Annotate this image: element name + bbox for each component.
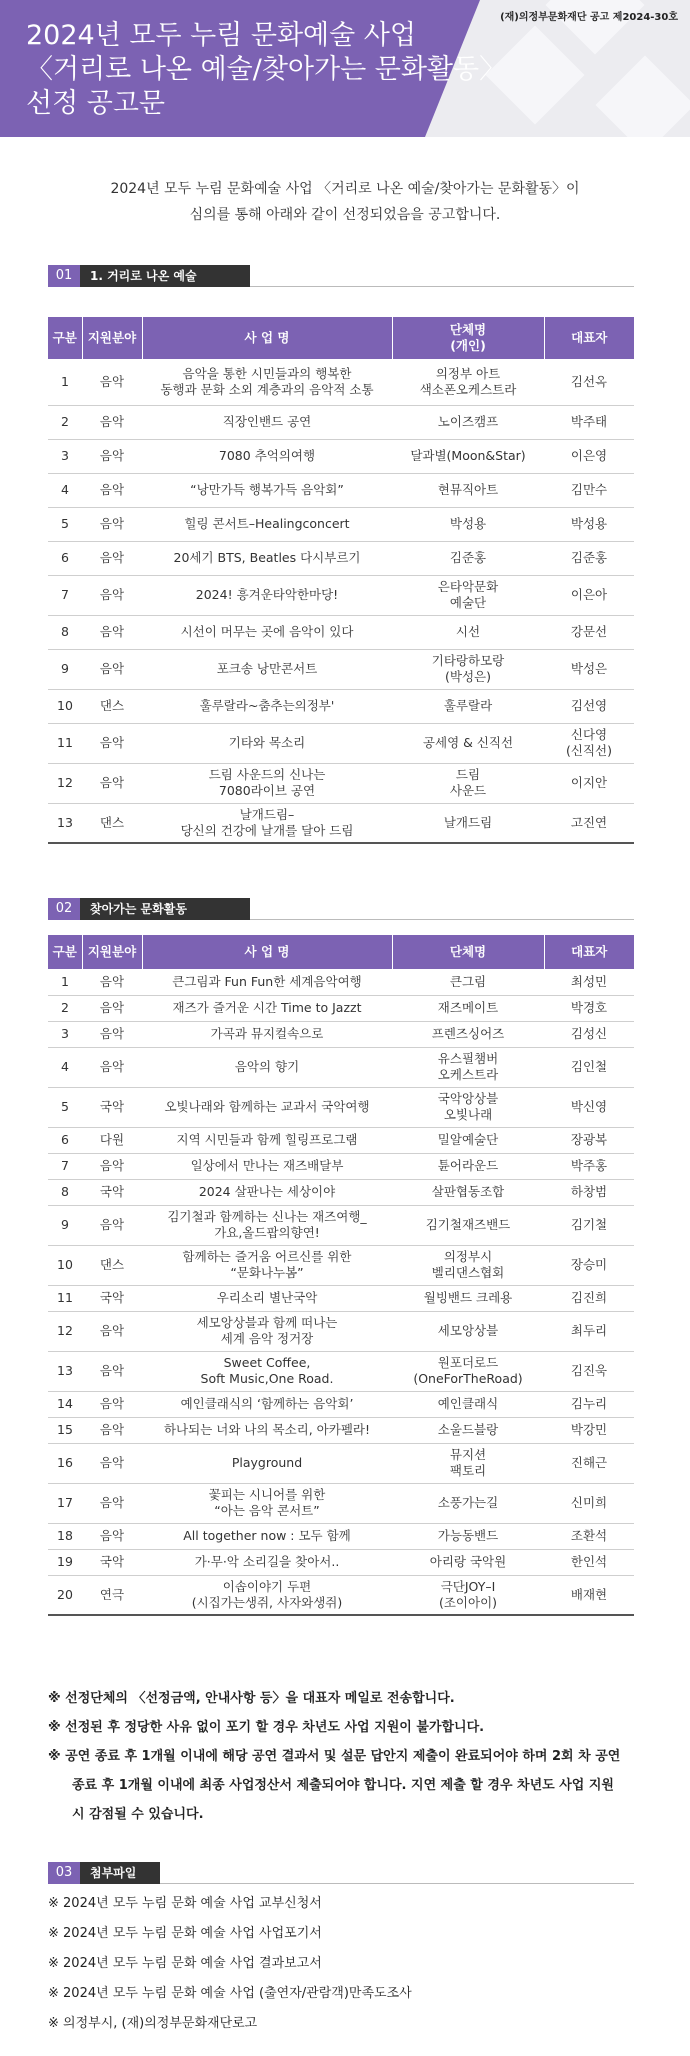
cell-field: 음악 bbox=[82, 649, 142, 689]
cell-no: 12 bbox=[48, 763, 82, 803]
table-row bbox=[48, 1351, 634, 1391]
cell-no: 11 bbox=[48, 1285, 82, 1311]
cell-field: 음악 bbox=[82, 541, 142, 575]
cell-no: 15 bbox=[48, 1417, 82, 1443]
cell-field: 음악 bbox=[82, 359, 142, 405]
cell-project: Playground bbox=[142, 1443, 392, 1483]
cell-field: 음악 bbox=[82, 439, 142, 473]
cell-field: 음악 bbox=[82, 507, 142, 541]
cell-no: 9 bbox=[48, 1205, 82, 1245]
table-section-2 bbox=[48, 935, 634, 1616]
cell-group: 노이즈캠프 bbox=[392, 405, 544, 439]
cell-field: 댄스 bbox=[82, 803, 142, 843]
intro-line-1: 2024년 모두 누림 문화예술 사업 〈거리로 나온 예술/찾아가는 문화활동〉이 bbox=[110, 181, 580, 197]
cell-field: 음악 bbox=[82, 1021, 142, 1047]
title-line-2: 〈거리로 나온 예술/찾아가는 문화활동〉 bbox=[26, 54, 507, 85]
attachment-list bbox=[48, 1889, 648, 2039]
cell-project: 우리소리 별난국악 bbox=[142, 1285, 392, 1311]
cell-no: 9 bbox=[48, 649, 82, 689]
cell-no: 12 bbox=[48, 1311, 82, 1351]
page-title bbox=[26, 19, 506, 121]
cell-group: 시선 bbox=[392, 615, 544, 649]
table-row bbox=[48, 995, 634, 1021]
cell-leader: 김진욱 bbox=[544, 1351, 634, 1391]
cell-group: 뮤지션 팩토리 bbox=[392, 1443, 544, 1483]
cell-no: 13 bbox=[48, 803, 82, 843]
cell-project: “낭만가득 행복가득 음악회” bbox=[142, 473, 392, 507]
table-row bbox=[48, 1179, 634, 1205]
cell-field: 음악 bbox=[82, 1523, 142, 1549]
table-row bbox=[48, 1245, 634, 1285]
cell-group: 극단JOY–I (조이아이) bbox=[392, 1575, 544, 1615]
cell-no: 16 bbox=[48, 1443, 82, 1483]
table-row bbox=[48, 803, 634, 843]
cell-no: 7 bbox=[48, 1153, 82, 1179]
section-2-title: 찾아가는 문화활동 bbox=[80, 898, 250, 920]
cell-leader: 하창범 bbox=[544, 1179, 634, 1205]
cell-project: 세모앙상블과 함께 떠나는 세계 음악 정거장 bbox=[142, 1311, 392, 1351]
note-3-line-2: 종료 후 1개월 이내에 최종 사업정산서 제출되어야 합니다. 지연 제출 할 경우 차년도 사업 지원 bbox=[72, 1778, 614, 1793]
cell-project: 재즈가 즐거운 시간 Time to Jazzt bbox=[142, 995, 392, 1021]
table-row bbox=[48, 689, 634, 723]
attachment-item[interactable]: ※ 2024년 모두 누림 문화 예술 사업 교부신청서 bbox=[48, 1896, 322, 1911]
cell-no: 19 bbox=[48, 1549, 82, 1575]
cell-project: 일상에서 만나는 재즈배달부 bbox=[142, 1153, 392, 1179]
cell-group: 밀알예술단 bbox=[392, 1127, 544, 1153]
cell-leader: 박주태 bbox=[544, 405, 634, 439]
section-divider bbox=[160, 1883, 634, 1884]
cell-project: 하나되는 너와 나의 목소리, 아카펠라! bbox=[142, 1417, 392, 1443]
cell-group: 월빙밴드 크레용 bbox=[392, 1285, 544, 1311]
cell-project: Sweet Coffee, Soft Music,One Road. bbox=[142, 1351, 392, 1391]
cell-project: 직장인밴드 공연 bbox=[142, 405, 392, 439]
cell-leader: 최성민 bbox=[544, 969, 634, 995]
cell-group: 공세영 & 신직선 bbox=[392, 723, 544, 763]
table-row bbox=[48, 1153, 634, 1179]
cell-group: 가능동밴드 bbox=[392, 1523, 544, 1549]
cell-group: 국악앙상블 오빛나래 bbox=[392, 1087, 544, 1127]
note-3-line-3: 시 감점될 수 있습니다. bbox=[72, 1807, 204, 1822]
table-row bbox=[48, 1087, 634, 1127]
cell-field: 국악 bbox=[82, 1285, 142, 1311]
table-row bbox=[48, 1047, 634, 1087]
col-header: 단체명 bbox=[392, 935, 544, 969]
table-row bbox=[48, 507, 634, 541]
table-row bbox=[48, 1285, 634, 1311]
cell-group: 날개드림 bbox=[392, 803, 544, 843]
cell-no: 8 bbox=[48, 615, 82, 649]
cell-leader: 박주홍 bbox=[544, 1153, 634, 1179]
section-1-number: 01 bbox=[48, 265, 80, 287]
cell-leader: 박신영 bbox=[544, 1087, 634, 1127]
cell-project: 이솝이야기 두편 (시집가는생쥐, 사자와생쥐) bbox=[142, 1575, 392, 1615]
cell-leader: 김인철 bbox=[544, 1047, 634, 1087]
col-header: 구분 bbox=[48, 935, 82, 969]
cell-no: 20 bbox=[48, 1575, 82, 1615]
cell-no: 11 bbox=[48, 723, 82, 763]
cell-group: 달과별(Moon&Star) bbox=[392, 439, 544, 473]
cell-field: 음악 bbox=[82, 1483, 142, 1523]
cell-field: 국악 bbox=[82, 1087, 142, 1127]
cell-field: 음악 bbox=[82, 1205, 142, 1245]
cell-field: 음악 bbox=[82, 1443, 142, 1483]
cell-leader: 강문선 bbox=[544, 615, 634, 649]
cell-no: 6 bbox=[48, 1127, 82, 1153]
cell-field: 음악 bbox=[82, 615, 142, 649]
cell-leader: 김기철 bbox=[544, 1205, 634, 1245]
cell-project: 음악의 향기 bbox=[142, 1047, 392, 1087]
section-3-number: 03 bbox=[48, 1862, 80, 1884]
cell-leader: 박경호 bbox=[544, 995, 634, 1021]
cell-no: 1 bbox=[48, 359, 82, 405]
table-row bbox=[48, 723, 634, 763]
table-row bbox=[48, 575, 634, 615]
cell-leader: 최두리 bbox=[544, 1311, 634, 1351]
cell-project: 꽃피는 시니어를 위한 “아는 음악 콘서트” bbox=[142, 1483, 392, 1523]
cell-no: 5 bbox=[48, 507, 82, 541]
notes-block bbox=[48, 1684, 648, 1829]
section-2-number: 02 bbox=[48, 898, 80, 920]
cell-project: 7080 추억의여행 bbox=[142, 439, 392, 473]
cell-leader: 김선영 bbox=[544, 689, 634, 723]
cell-field: 댄스 bbox=[82, 689, 142, 723]
cell-project: 시선이 머무는 곳에 음악이 있다 bbox=[142, 615, 392, 649]
table-row bbox=[48, 649, 634, 689]
cell-group: 살판협동조합 bbox=[392, 1179, 544, 1205]
cell-field: 음악 bbox=[82, 1311, 142, 1351]
cell-no: 5 bbox=[48, 1087, 82, 1127]
cell-leader: 장광복 bbox=[544, 1127, 634, 1153]
cell-field: 국악 bbox=[82, 1179, 142, 1205]
notice-code: (재)의정부문화재단 공고 제2024-30호 bbox=[500, 12, 678, 23]
cell-field: 음악 bbox=[82, 1417, 142, 1443]
cell-leader: 고진연 bbox=[544, 803, 634, 843]
cell-leader: 장승미 bbox=[544, 1245, 634, 1285]
cell-group: 소풍가는길 bbox=[392, 1483, 544, 1523]
cell-leader: 조환석 bbox=[544, 1523, 634, 1549]
cell-group: 큰그림 bbox=[392, 969, 544, 995]
cell-field: 음악 bbox=[82, 405, 142, 439]
cell-group: 은타악문화 예술단 bbox=[392, 575, 544, 615]
cell-project: 오빛나래와 함께하는 교과서 국악여행 bbox=[142, 1087, 392, 1127]
note-1: ※ 선정단체의 〈선정금액, 안내사항 등〉을 대표자 메일로 전송합니다. bbox=[48, 1691, 455, 1706]
cell-field: 음악 bbox=[82, 575, 142, 615]
cell-leader: 박성은 bbox=[544, 649, 634, 689]
cell-no: 3 bbox=[48, 1021, 82, 1047]
table-row bbox=[48, 969, 634, 995]
cell-leader: 김준홍 bbox=[544, 541, 634, 575]
cell-field: 음악 bbox=[82, 473, 142, 507]
cell-group: 세모앙상블 bbox=[392, 1311, 544, 1351]
cell-project: 포크송 낭만콘서트 bbox=[142, 649, 392, 689]
table-row bbox=[48, 1391, 634, 1417]
table-row bbox=[48, 1021, 634, 1047]
cell-group: 프렌즈싱어즈 bbox=[392, 1021, 544, 1047]
table-row bbox=[48, 1483, 634, 1523]
cell-field: 다원 bbox=[82, 1127, 142, 1153]
cell-field: 음악 bbox=[82, 995, 142, 1021]
table-row bbox=[48, 1127, 634, 1153]
cell-group: 의정부 아트 색소폰오케스트라 bbox=[392, 359, 544, 405]
cell-no: 2 bbox=[48, 405, 82, 439]
cell-leader: 신다영 (신직선) bbox=[544, 723, 634, 763]
cell-no: 14 bbox=[48, 1391, 82, 1417]
cell-leader: 김만수 bbox=[544, 473, 634, 507]
table-row bbox=[48, 439, 634, 473]
cell-leader: 신미희 bbox=[544, 1483, 634, 1523]
section-3-header bbox=[48, 1862, 634, 1884]
intro-line-2: 심의를 통해 아래와 같이 선정되었음을 공고합니다. bbox=[189, 207, 501, 223]
cell-group: 예인클래식 bbox=[392, 1391, 544, 1417]
cell-no: 10 bbox=[48, 689, 82, 723]
note-3-line-1: ※ 공연 종료 후 1개월 이내에 해당 공연 결과서 및 설문 답안지 제출이 완료되어야 하며 2회 차 공연 bbox=[48, 1749, 621, 1764]
cell-group: 기타랑하모랑 (박성은) bbox=[392, 649, 544, 689]
table-row bbox=[48, 541, 634, 575]
section-divider bbox=[250, 919, 634, 920]
table-row bbox=[48, 359, 634, 405]
cell-no: 6 bbox=[48, 541, 82, 575]
cell-project: 2024! 흥겨운타악한마당! bbox=[142, 575, 392, 615]
intro-text bbox=[0, 176, 690, 228]
cell-group: 재즈메이트 bbox=[392, 995, 544, 1021]
attachment-item[interactable]: ※ 2024년 모두 누림 문화 예술 사업 사업포기서 bbox=[48, 1926, 322, 1941]
cell-leader: 이은영 bbox=[544, 439, 634, 473]
cell-project: 큰그림과 Fun Fun한 세계음악여행 bbox=[142, 969, 392, 995]
cell-project: 날개드림– 당신의 건강에 날개를 달아 드림 bbox=[142, 803, 392, 843]
cell-no: 4 bbox=[48, 473, 82, 507]
table-row bbox=[48, 473, 634, 507]
note-2: ※ 선정된 후 정당한 사유 없이 포기 할 경우 차년도 사업 지원이 불가합니다. bbox=[48, 1720, 485, 1735]
cell-field: 음악 bbox=[82, 1153, 142, 1179]
cell-leader: 이지안 bbox=[544, 763, 634, 803]
cell-leader: 이은아 bbox=[544, 575, 634, 615]
cell-field: 음악 bbox=[82, 1391, 142, 1417]
cell-group: 원포더로드 (OneForTheRoad) bbox=[392, 1351, 544, 1391]
table-row bbox=[48, 405, 634, 439]
cell-field: 음악 bbox=[82, 1351, 142, 1391]
cell-leader: 배재현 bbox=[544, 1575, 634, 1615]
cell-leader: 김진희 bbox=[544, 1285, 634, 1311]
cell-group: 유스필챔버 오케스트라 bbox=[392, 1047, 544, 1087]
col-header: 지원분야 bbox=[82, 935, 142, 969]
table-row bbox=[48, 1205, 634, 1245]
cell-group: 김기철재즈밴드 bbox=[392, 1205, 544, 1245]
attachment-item[interactable]: ※ 2024년 모두 누림 문화 예술 사업 결과보고서 bbox=[48, 1956, 322, 1971]
col-header: 지원분야 bbox=[82, 317, 142, 359]
header-banner bbox=[0, 0, 690, 137]
cell-project: 함께하는 즐거움 어르신를 위한 “문화나누봄” bbox=[142, 1245, 392, 1285]
cell-no: 2 bbox=[48, 995, 82, 1021]
cell-group: 튠어라운드 bbox=[392, 1153, 544, 1179]
col-header: 대표자 bbox=[544, 317, 634, 359]
cell-leader: 김성신 bbox=[544, 1021, 634, 1047]
cell-project: 2024 살판나는 세상이야 bbox=[142, 1179, 392, 1205]
cell-project: 힐링 콘서트–Healingconcert bbox=[142, 507, 392, 541]
cell-no: 7 bbox=[48, 575, 82, 615]
cell-no: 13 bbox=[48, 1351, 82, 1391]
cell-field: 댄스 bbox=[82, 1245, 142, 1285]
table-row bbox=[48, 1311, 634, 1351]
cell-group: 아리랑 국악원 bbox=[392, 1549, 544, 1575]
col-header: 사 업 명 bbox=[142, 317, 392, 359]
cell-field: 음악 bbox=[82, 969, 142, 995]
table-row bbox=[48, 1417, 634, 1443]
cell-group: 박성용 bbox=[392, 507, 544, 541]
cell-group: 현뮤직아트 bbox=[392, 473, 544, 507]
title-line-1: 2024년 모두 누림 문화예술 사업 bbox=[26, 20, 416, 51]
table-row bbox=[48, 1549, 634, 1575]
cell-group: 드림 사운드 bbox=[392, 763, 544, 803]
table-section-1 bbox=[48, 317, 634, 844]
col-header: 대표자 bbox=[544, 935, 634, 969]
section-1-title: 1. 거리로 나온 예술 bbox=[80, 265, 250, 287]
cell-leader: 김누리 bbox=[544, 1391, 634, 1417]
attachment-item[interactable]: ※ 2024년 모두 누림 문화 예술 사업 (출연자/관람객)만족도조사 bbox=[48, 1986, 412, 2001]
cell-project: 예인클래식의 ‘함께하는 음악회’ bbox=[142, 1391, 392, 1417]
cell-project: All together now : 모두 함께 bbox=[142, 1523, 392, 1549]
cell-field: 음악 bbox=[82, 763, 142, 803]
col-header: 단체명 (개인) bbox=[392, 317, 544, 359]
cell-field: 음악 bbox=[82, 1047, 142, 1087]
attachment-item[interactable]: ※ 의정부시, (재)의정부문화재단로고 bbox=[48, 2016, 258, 2031]
section-2-header bbox=[48, 898, 634, 920]
table-row bbox=[48, 1523, 634, 1549]
cell-no: 10 bbox=[48, 1245, 82, 1285]
table-row bbox=[48, 1575, 634, 1615]
cell-leader: 한인석 bbox=[544, 1549, 634, 1575]
cell-field: 연극 bbox=[82, 1575, 142, 1615]
cell-field: 음악 bbox=[82, 723, 142, 763]
cell-leader: 김선옥 bbox=[544, 359, 634, 405]
section-divider bbox=[250, 286, 634, 287]
cell-leader: 박강민 bbox=[544, 1417, 634, 1443]
cell-group: 김준홍 bbox=[392, 541, 544, 575]
cell-project: 가·무·악 소리길을 찾아서.. bbox=[142, 1549, 392, 1575]
cell-project: 20세기 BTS, Beatles 다시부르기 bbox=[142, 541, 392, 575]
cell-leader: 박성용 bbox=[544, 507, 634, 541]
cell-leader: 진해근 bbox=[544, 1443, 634, 1483]
cell-no: 18 bbox=[48, 1523, 82, 1549]
cell-project: 지역 시민들과 함께 힐링프로그램 bbox=[142, 1127, 392, 1153]
cell-project: 가곡과 뮤지컬속으로 bbox=[142, 1021, 392, 1047]
table-row bbox=[48, 615, 634, 649]
cell-no: 17 bbox=[48, 1483, 82, 1523]
cell-group: 소울드블랑 bbox=[392, 1417, 544, 1443]
cell-group: 의정부시 벨리댄스협회 bbox=[392, 1245, 544, 1285]
cell-no: 3 bbox=[48, 439, 82, 473]
section-3-title: 첨부파일 bbox=[80, 1862, 160, 1884]
decor-diamond bbox=[596, 56, 690, 137]
cell-project: 드림 사운드의 신나는 7080라이브 공연 bbox=[142, 763, 392, 803]
cell-no: 8 bbox=[48, 1179, 82, 1205]
section-1-header bbox=[48, 265, 634, 287]
col-header: 구분 bbox=[48, 317, 82, 359]
cell-project: 훌루랄라~춤추는의정부' bbox=[142, 689, 392, 723]
cell-no: 4 bbox=[48, 1047, 82, 1087]
cell-project: 김기철과 함께하는 신나는 재즈여행_ 가요,올드팝의향연! bbox=[142, 1205, 392, 1245]
cell-group: 훌루랄라 bbox=[392, 689, 544, 723]
cell-no: 1 bbox=[48, 969, 82, 995]
table-row bbox=[48, 1443, 634, 1483]
table-row bbox=[48, 763, 634, 803]
cell-field: 국악 bbox=[82, 1549, 142, 1575]
cell-project: 기타와 목소리 bbox=[142, 723, 392, 763]
col-header: 사 업 명 bbox=[142, 935, 392, 969]
title-line-3: 선정 공고문 bbox=[26, 88, 165, 119]
cell-project: 음악을 통한 시민들과의 행복한 동행과 문화 소외 계층과의 음악적 소통 bbox=[142, 359, 392, 405]
